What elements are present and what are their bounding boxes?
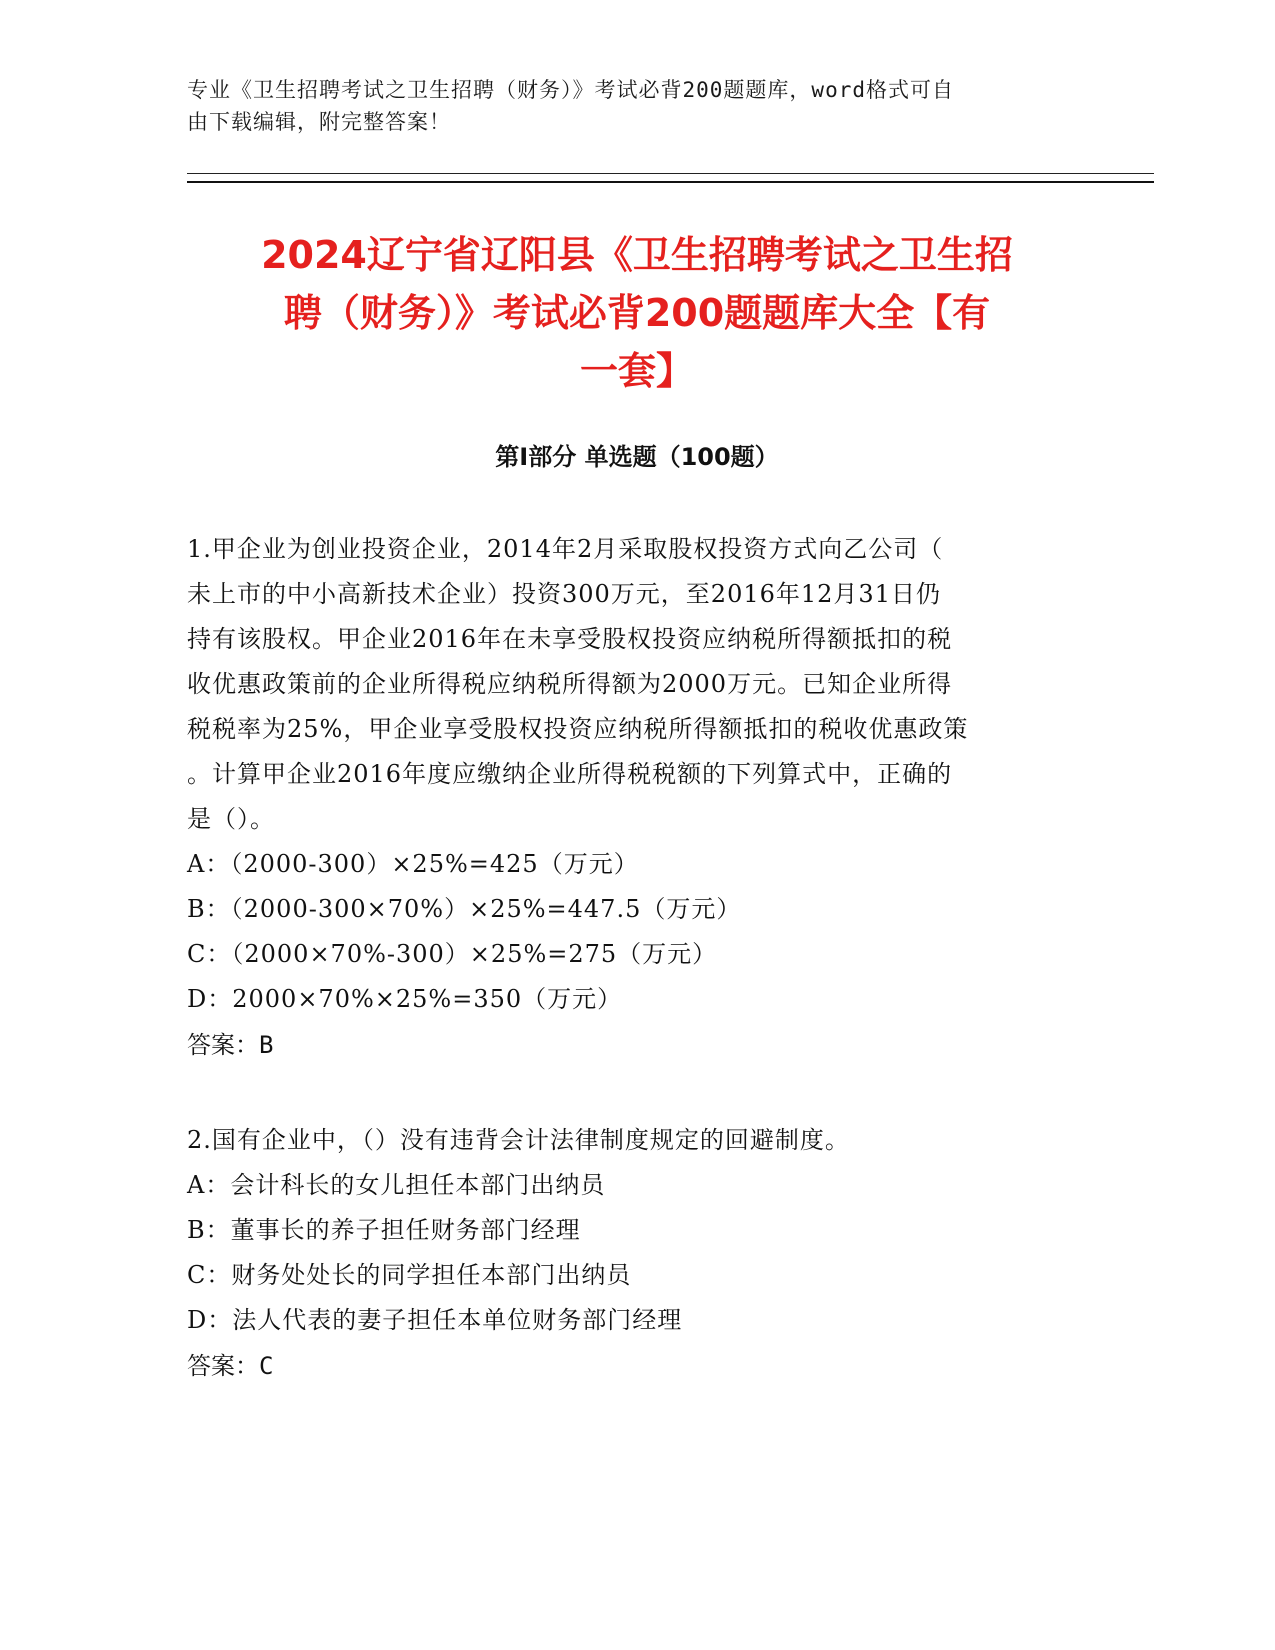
question-stem bbox=[187, 1118, 1087, 1163]
answer-label: 答案：B bbox=[187, 1031, 274, 1059]
document-title-line: 2024辽宁省辽阳县《卫生招聘考试之卫生招 bbox=[261, 233, 1013, 277]
stem-line: 1.甲企业为创业投资企业，2014年2月采取股权投资方式向乙公司（ bbox=[187, 535, 944, 563]
stem-line: 是（）。 bbox=[187, 805, 275, 833]
option-a: A：会计科长的女儿担任本部门出纳员 bbox=[187, 1171, 606, 1199]
header-note-line: 由下载编辑，附完整答案！ bbox=[187, 110, 451, 134]
option-b: B：（2000-300×70%）×25%=447.5（万元） bbox=[187, 895, 742, 923]
stem-line: 收优惠政策前的企业所得税应纳税所得额为2000万元。已知企业所得 bbox=[187, 670, 953, 698]
document-title bbox=[187, 226, 1087, 400]
stem-line: 持有该股权。甲企业2016年在未享受股权投资应纳税所得额抵扣的税 bbox=[187, 625, 953, 653]
option-c: C：财务处处长的同学担任本部门出纳员 bbox=[187, 1261, 632, 1289]
option-d: D：2000×70%×25%=350（万元） bbox=[187, 985, 623, 1013]
question-item bbox=[187, 1118, 1087, 1389]
document-title-line: 一套】 bbox=[579, 349, 694, 393]
option-d: D：法人代表的妻子担任本单位财务部门经理 bbox=[187, 1306, 683, 1334]
header-note-line: 专业《卫生招聘考试之卫生招聘（财务）》考试必背200题题库，word格式可自 bbox=[187, 78, 954, 102]
header-divider-thin bbox=[187, 173, 1154, 174]
section-heading: 第Ⅰ部分 单选题（100题） bbox=[495, 443, 779, 471]
option-a: A：（2000-300）×25%=425（万元） bbox=[187, 850, 639, 878]
stem-line: 税税率为25%，甲企业享受股权投资应纳税所得额抵扣的税收优惠政策 bbox=[187, 715, 969, 743]
stem-line: 未上市的中小高新技术企业）投资300万元，至2016年12月31日仍 bbox=[187, 580, 941, 608]
answer-label: 答案：C bbox=[187, 1352, 274, 1380]
stem-line: 。计算甲企业2016年度应缴纳企业所得税税额的下列算式中，正确的 bbox=[187, 760, 953, 788]
option-b: B：董事长的养子担任财务部门经理 bbox=[187, 1216, 581, 1244]
question-stem bbox=[187, 527, 1087, 842]
header-divider-thick bbox=[187, 181, 1154, 183]
header-note bbox=[187, 74, 1067, 138]
stem-line: 2.国有企业中，（）没有违背会计法律制度规定的回避制度。 bbox=[187, 1126, 850, 1154]
question-item bbox=[187, 527, 1087, 1068]
document-title-line: 聘（财务）》考试必背200题题库大全【有 bbox=[283, 291, 991, 335]
option-c: C：（2000×70%-300）×25%=275（万元） bbox=[187, 940, 718, 968]
